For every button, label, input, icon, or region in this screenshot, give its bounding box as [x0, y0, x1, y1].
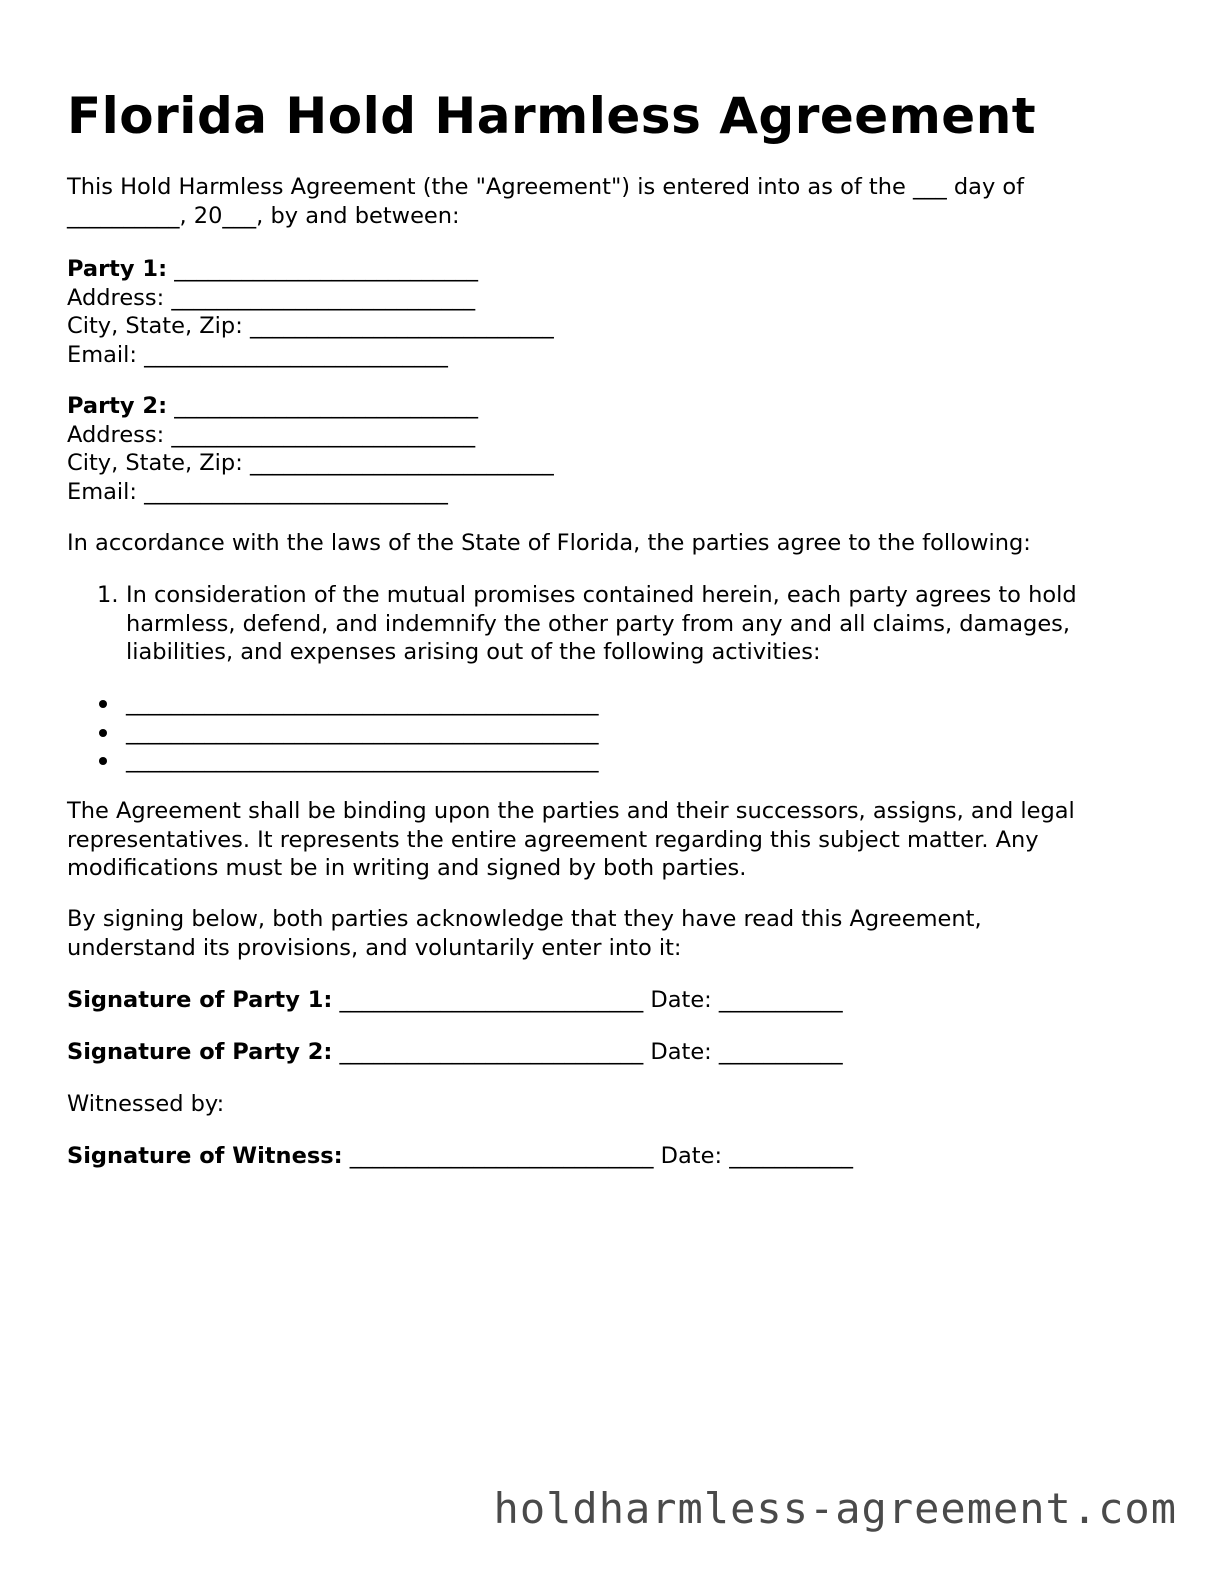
- party-1-label: Party 1:: [67, 256, 168, 282]
- party-2-label: Party 2:: [67, 393, 168, 419]
- clause-1-line-3: liabilities, and expenses arising out of the following activities:: [126, 639, 821, 665]
- party-2-email: Email: ___________________________: [67, 478, 448, 505]
- intro-line-2: __________, 20___, by and between:: [67, 202, 460, 229]
- signature-party-2-label: Signature of Party 2:: [67, 1039, 333, 1065]
- bullet-icon: [99, 729, 107, 737]
- party-1-name-blank: ___________________________: [167, 256, 478, 282]
- acknowledgement-line-2: understand its provisions, and voluntarily enter into it:: [67, 934, 682, 961]
- party-2-name-blank: ___________________________: [167, 393, 478, 419]
- signature-party-1: [67, 986, 843, 1015]
- signature-witness-line: ___________________________ Date: ___________: [342, 1143, 853, 1169]
- binding-paragraph: [67, 797, 1075, 883]
- party-1-block: [67, 255, 554, 369]
- activity-blank: __________________________________________: [126, 690, 599, 716]
- signature-witness: [67, 1142, 853, 1171]
- party-1-address: Address: ___________________________: [67, 284, 476, 311]
- bullet-icon: [99, 700, 107, 708]
- acknowledgement-paragraph: [67, 905, 982, 962]
- activity-blank: __________________________________________: [126, 747, 599, 773]
- intro-paragraph: [67, 173, 1024, 230]
- signature-witness-label: Signature of Witness:: [67, 1143, 343, 1169]
- law-statement: In accordance with the laws of the State of Florida, the parties agree to the following:: [67, 530, 1031, 556]
- binding-line-2: representatives. It represents the entire agreement regarding this subject matter. Any: [67, 826, 1039, 853]
- signature-party-2-line: ___________________________ Date: ___________: [332, 1039, 843, 1065]
- party-2-city-state-zip: City, State, Zip: ___________________________: [67, 450, 554, 476]
- party-1-email: Email: ___________________________: [67, 341, 448, 368]
- party-2-block: [67, 392, 554, 506]
- bullet-icon: [99, 757, 107, 765]
- acknowledgement-line-1: By signing below, both parties acknowledge that they have read this Agreement,: [67, 906, 982, 932]
- clause-1-number: 1.: [97, 582, 119, 608]
- party-1-city-state-zip: City, State, Zip: ___________________________: [67, 313, 554, 339]
- signature-party-1-line: ___________________________ Date: ___________: [332, 987, 843, 1013]
- witnessed-by: Witnessed by:: [67, 1091, 225, 1117]
- clause-1-line-1: In consideration of the mutual promises contained herein, each party agrees to hold: [126, 582, 1077, 608]
- intro-line-1: This Hold Harmless Agreement (the "Agreement") is entered into as of the ___ day of: [67, 174, 1025, 200]
- signature-party-1-label: Signature of Party 1:: [67, 987, 333, 1013]
- binding-line-3: modifications must be in writing and signed by both parties.: [67, 855, 747, 881]
- document-title: Florida Hold Harmless Agreement: [67, 87, 1037, 145]
- party-2-address: Address: ___________________________: [67, 421, 476, 448]
- watermark-url: holdharmless-agreement.com: [493, 1484, 1177, 1533]
- binding-line-1: The Agreement shall be binding upon the parties and their successors, assigns, and legal: [67, 798, 1075, 824]
- clause-1-body: [126, 581, 1077, 667]
- signature-party-2: [67, 1038, 843, 1067]
- activity-blank: __________________________________________: [126, 718, 599, 745]
- clause-1-line-2: harmless, defend, and indemnify the other party from any and all claims, damages,: [126, 610, 1071, 637]
